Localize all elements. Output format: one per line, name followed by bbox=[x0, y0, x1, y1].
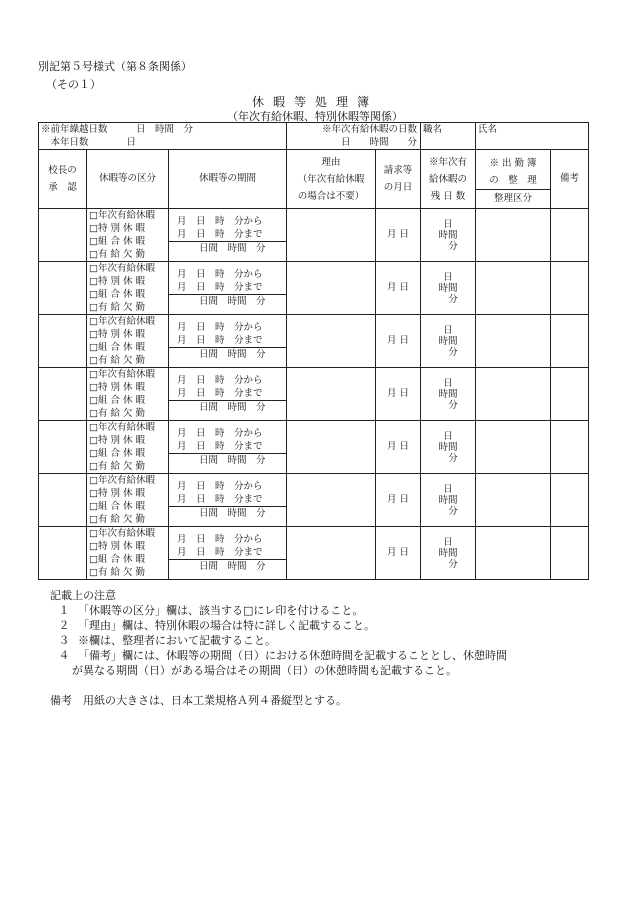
leave-type-annual[interactable]: □年次有給休暇 bbox=[89, 422, 155, 433]
attendance-cell[interactable] bbox=[476, 209, 551, 262]
approval-cell[interactable] bbox=[39, 262, 87, 315]
period-to: 月 日 時 分まで bbox=[177, 335, 263, 346]
header-reason: 理由 （年次有給休暇 の場合は不要） bbox=[287, 150, 376, 209]
leave-type-cell[interactable] bbox=[87, 368, 169, 421]
remaining-days-cell[interactable]: 日 時間 分 bbox=[421, 527, 476, 580]
paper-size-remark: 備考 用紙の大きさは、日本工業規格Ａ列４番縦型とする。 bbox=[50, 694, 347, 707]
leave-type-cell[interactable] bbox=[87, 527, 169, 580]
period-cell[interactable] bbox=[169, 421, 287, 474]
ledger-row bbox=[39, 527, 589, 580]
position-label: 職名 bbox=[423, 124, 443, 135]
leave-type-annual[interactable]: □年次有給休暇 bbox=[89, 316, 155, 327]
period-to: 月 日 時 分まで bbox=[177, 388, 263, 399]
note-item-continued: が異なる期間（日）がある場合はその期間（日）の休憩時間も記載すること。 bbox=[72, 664, 457, 677]
note-item: ２ 「理由」欄は、特別休暇の場合は特に詳しく記載すること。 bbox=[58, 619, 375, 632]
reason-cell[interactable] bbox=[287, 421, 376, 474]
leave-type-cell[interactable] bbox=[87, 421, 169, 474]
period-from: 月 日 時 分から bbox=[177, 269, 263, 280]
period-to: 月 日 時 分まで bbox=[177, 229, 263, 240]
period-total: 日間 時間 分 bbox=[169, 241, 286, 255]
period-from: 月 日 時 分から bbox=[177, 216, 263, 227]
header-remaining-days: ※年次有 給休暇の 残 日 数 bbox=[421, 150, 476, 209]
approval-cell[interactable] bbox=[39, 421, 87, 474]
request-date-cell[interactable]: 月 日 bbox=[376, 368, 421, 421]
ledger-row bbox=[39, 368, 589, 421]
notes-cell[interactable] bbox=[551, 262, 589, 315]
period-to: 月 日 時 分まで bbox=[177, 494, 263, 505]
period-from: 月 日 時 分から bbox=[177, 428, 263, 439]
attendance-cell[interactable] bbox=[476, 315, 551, 368]
leave-type-paid-absence[interactable]: □有 給 欠 勤 bbox=[89, 514, 146, 525]
period-total: 日間 時間 分 bbox=[169, 294, 286, 308]
period-cell[interactable] bbox=[169, 209, 287, 262]
request-date-cell[interactable]: 月 日 bbox=[376, 474, 421, 527]
notes-cell[interactable] bbox=[551, 209, 589, 262]
leave-type-cell[interactable] bbox=[87, 315, 169, 368]
leave-type-special[interactable]: □特 別 休 暇 bbox=[89, 382, 146, 393]
leave-type-annual[interactable]: □年次有給休暇 bbox=[89, 528, 155, 539]
period-cell[interactable] bbox=[169, 368, 287, 421]
info-row bbox=[39, 123, 589, 150]
attendance-cell[interactable] bbox=[476, 421, 551, 474]
leave-type-paid-absence[interactable]: □有 給 欠 勤 bbox=[89, 461, 146, 472]
leave-type-union[interactable]: □組 合 休 暇 bbox=[89, 501, 146, 512]
approval-cell[interactable] bbox=[39, 527, 87, 580]
ledger-row bbox=[39, 421, 589, 474]
request-date-cell[interactable]: 月 日 bbox=[376, 262, 421, 315]
request-date-cell[interactable]: 月 日 bbox=[376, 421, 421, 474]
reason-cell[interactable] bbox=[287, 527, 376, 580]
period-cell[interactable] bbox=[169, 527, 287, 580]
approval-cell[interactable] bbox=[39, 474, 87, 527]
period-cell[interactable] bbox=[169, 262, 287, 315]
name-cell[interactable] bbox=[476, 123, 589, 150]
notes-section bbox=[50, 588, 507, 678]
period-total: 日間 時間 分 bbox=[169, 347, 286, 361]
reason-cell[interactable] bbox=[287, 368, 376, 421]
attendance-cell[interactable] bbox=[476, 474, 551, 527]
leave-type-annual[interactable]: □年次有給休暇 bbox=[89, 210, 155, 221]
attendance-cell[interactable] bbox=[476, 262, 551, 315]
period-total: 日間 時間 分 bbox=[169, 559, 286, 573]
header-attendance: ※ 出 勤 簿 の 整 理 整理区分 bbox=[476, 150, 551, 209]
leave-type-annual[interactable]: □年次有給休暇 bbox=[89, 369, 155, 380]
note-item: ４ 「備考」欄には、休暇等の期間（日）における休憩時間を記載することとし、休憩時間 bbox=[58, 649, 507, 662]
annual-leave-days-cell[interactable] bbox=[287, 123, 421, 150]
request-date-cell[interactable]: 月 日 bbox=[376, 315, 421, 368]
ledger-row bbox=[39, 209, 589, 262]
leave-type-paid-absence[interactable]: □有 給 欠 勤 bbox=[89, 355, 146, 366]
header-approval: 校長の 承 認 bbox=[39, 150, 87, 209]
remaining-days-cell[interactable]: 日 時間 分 bbox=[421, 262, 476, 315]
period-total: 日間 時間 分 bbox=[169, 506, 286, 520]
note-item: ３ ※欄は、整理者において記載すること。 bbox=[58, 634, 276, 647]
approval-cell[interactable] bbox=[39, 368, 87, 421]
header-row bbox=[39, 150, 589, 209]
attendance-cell[interactable] bbox=[476, 368, 551, 421]
reason-cell[interactable] bbox=[287, 315, 376, 368]
ledger-row bbox=[39, 474, 589, 527]
leave-type-paid-absence[interactable]: □有 給 欠 勤 bbox=[89, 408, 146, 419]
leave-type-union[interactable]: □組 合 休 暇 bbox=[89, 554, 146, 565]
leave-type-paid-absence[interactable]: □有 給 欠 勤 bbox=[89, 249, 146, 260]
leave-type-annual[interactable]: □年次有給休暇 bbox=[89, 263, 155, 274]
request-date-cell[interactable]: 月 日 bbox=[376, 209, 421, 262]
reason-cell[interactable] bbox=[287, 474, 376, 527]
carry-over-cell[interactable] bbox=[39, 123, 287, 150]
period-from: 月 日 時 分から bbox=[177, 375, 263, 386]
leave-type-cell[interactable] bbox=[87, 209, 169, 262]
annual-leave-days-value: 日 時間 分 bbox=[341, 137, 418, 148]
header-period: 休暇等の期間 bbox=[169, 150, 287, 209]
carry-over-days: ※前年繰越日数 日 時間 分 bbox=[41, 124, 194, 135]
header-notes: 備考 bbox=[551, 150, 589, 209]
note-item: １ 「休暇等の区分」欄は、該当する□にレ印を付けること。 bbox=[58, 604, 364, 617]
period-from: 月 日 時 分から bbox=[177, 481, 263, 492]
header-request-date: 請求等 の月日 bbox=[376, 150, 421, 209]
header-type: 休暇等の区分 bbox=[87, 150, 169, 209]
remaining-days-cell[interactable]: 日 時間 分 bbox=[421, 474, 476, 527]
remaining-days-cell[interactable]: 日 時間 分 bbox=[421, 368, 476, 421]
leave-type-special[interactable]: □特 別 休 暇 bbox=[89, 435, 146, 446]
period-to: 月 日 時 分まで bbox=[177, 441, 263, 452]
position-cell[interactable] bbox=[421, 123, 476, 150]
leave-type-special[interactable]: □特 別 休 暇 bbox=[89, 488, 146, 499]
leave-type-annual[interactable]: □年次有給休暇 bbox=[89, 475, 155, 486]
leave-type-cell[interactable] bbox=[87, 474, 169, 527]
ledger-row bbox=[39, 315, 589, 368]
approval-cell[interactable] bbox=[39, 209, 87, 262]
form-subnumber: （その１） bbox=[46, 78, 101, 91]
request-date-cell[interactable]: 月 日 bbox=[376, 527, 421, 580]
ledger-row bbox=[39, 262, 589, 315]
remaining-days-cell[interactable]: 日 時間 分 bbox=[421, 209, 476, 262]
period-from: 月 日 時 分から bbox=[177, 322, 263, 333]
attendance-cell[interactable] bbox=[476, 527, 551, 580]
leave-type-union[interactable]: □組 合 休 暇 bbox=[89, 448, 146, 459]
notes-cell[interactable] bbox=[551, 315, 589, 368]
reason-cell[interactable] bbox=[287, 262, 376, 315]
reason-cell[interactable] bbox=[287, 209, 376, 262]
notes-heading: 記載上の注意 bbox=[50, 589, 116, 602]
leave-type-paid-absence[interactable]: □有 給 欠 勤 bbox=[89, 302, 146, 313]
period-from: 月 日 時 分から bbox=[177, 534, 263, 545]
leave-type-union[interactable]: □組 合 休 暇 bbox=[89, 289, 146, 300]
this-year-days: 本年日数 日 bbox=[41, 137, 137, 148]
notes-cell[interactable] bbox=[551, 368, 589, 421]
annual-leave-days-label: ※年次有給休暇の日数 bbox=[322, 124, 418, 135]
period-to: 月 日 時 分まで bbox=[177, 547, 263, 558]
remaining-days-cell[interactable]: 日 時間 分 bbox=[421, 315, 476, 368]
leave-type-special[interactable]: □特 別 休 暇 bbox=[89, 541, 146, 552]
page-subtitle: （年次有給休暇、特別休暇等関係） bbox=[227, 110, 403, 123]
leave-type-special[interactable]: □特 別 休 暇 bbox=[89, 276, 146, 287]
leave-type-union[interactable]: □組 合 休 暇 bbox=[89, 395, 146, 406]
approval-cell[interactable] bbox=[39, 315, 87, 368]
leave-type-union[interactable]: □組 合 休 暇 bbox=[89, 236, 146, 247]
period-total: 日間 時間 分 bbox=[169, 400, 286, 414]
leave-type-paid-absence[interactable]: □有 給 欠 勤 bbox=[89, 567, 146, 578]
form-number: 別記第５号様式（第８条関係） bbox=[38, 60, 192, 73]
remaining-days-cell[interactable]: 日 時間 分 bbox=[421, 421, 476, 474]
notes-cell[interactable] bbox=[551, 421, 589, 474]
notes-cell[interactable] bbox=[551, 527, 589, 580]
period-total: 日間 時間 分 bbox=[169, 453, 286, 467]
leave-type-union[interactable]: □組 合 休 暇 bbox=[89, 342, 146, 353]
leave-type-special[interactable]: □特 別 休 暇 bbox=[89, 223, 146, 234]
leave-type-special[interactable]: □特 別 休 暇 bbox=[89, 329, 146, 340]
notes-cell[interactable] bbox=[551, 474, 589, 527]
page-title: 休暇等処理簿 bbox=[251, 95, 378, 109]
period-to: 月 日 時 分まで bbox=[177, 282, 263, 293]
leave-type-cell[interactable] bbox=[87, 262, 169, 315]
period-cell[interactable] bbox=[169, 315, 287, 368]
name-label: 氏名 bbox=[478, 124, 498, 135]
leave-ledger-table bbox=[38, 122, 589, 580]
period-cell[interactable] bbox=[169, 474, 287, 527]
